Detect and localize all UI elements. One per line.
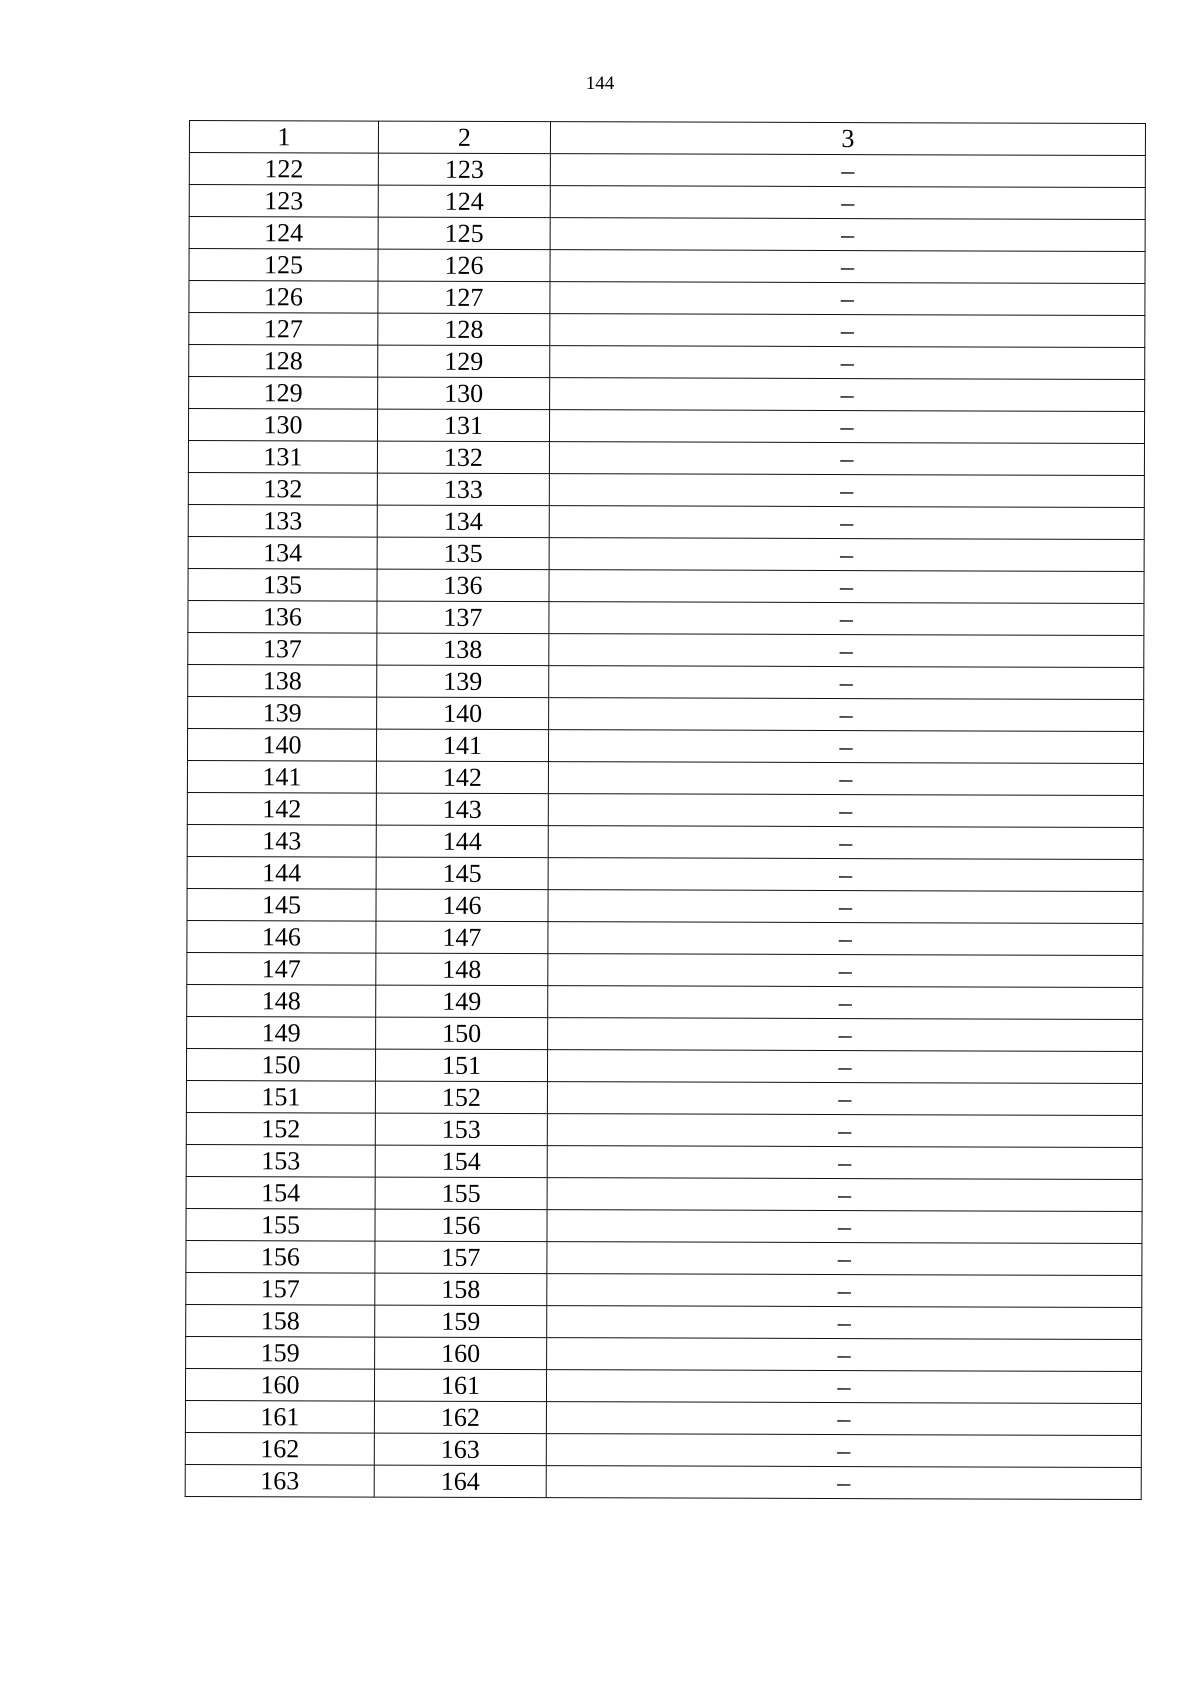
- table-row: [187, 888, 1143, 923]
- table-cell-col-1: 163: [185, 1464, 374, 1497]
- table-cell-col-2: 133: [377, 473, 549, 506]
- table-row: [189, 313, 1145, 348]
- table-cell-col-3: –: [547, 1274, 1142, 1308]
- table-cell-col-1: 157: [186, 1272, 375, 1305]
- table-cell-col-3: –: [549, 634, 1144, 668]
- table-row: [189, 281, 1145, 316]
- table-cell-col-3: –: [547, 1306, 1142, 1340]
- table-cell-col-1: 159: [186, 1336, 375, 1369]
- table-row: [188, 568, 1144, 603]
- table-cell-col-2: 160: [375, 1337, 547, 1370]
- table-cell-col-2: 157: [375, 1241, 547, 1274]
- table-cell-col-3: –: [548, 826, 1143, 860]
- table-row: [187, 792, 1143, 827]
- table-row: [188, 409, 1144, 444]
- table-row: [186, 1080, 1142, 1115]
- table-row: [189, 345, 1145, 380]
- table-row: [187, 760, 1143, 795]
- table-cell-col-3: –: [549, 506, 1144, 540]
- table-cell-col-3: –: [549, 442, 1144, 476]
- table-cell-col-3: –: [547, 1082, 1142, 1116]
- table-body: [185, 153, 1145, 1500]
- table-cell-col-1: 147: [187, 952, 376, 985]
- table-row: [186, 1304, 1142, 1339]
- table-row: [188, 504, 1144, 539]
- table-cell-col-1: 136: [188, 600, 377, 633]
- table-cell-col-1: 143: [187, 824, 376, 857]
- table-cell-col-1: 153: [186, 1144, 375, 1177]
- table-cell-col-1: 131: [188, 441, 377, 474]
- data-table: [185, 120, 1146, 1500]
- table-cell-col-3: –: [550, 154, 1145, 188]
- table-row: [186, 1208, 1142, 1243]
- table-cell-col-2: 161: [374, 1369, 546, 1402]
- table-cell-col-1: 125: [189, 249, 378, 282]
- table-row: [186, 1272, 1142, 1307]
- table-cell-col-2: 151: [375, 1049, 547, 1082]
- table-row: [188, 441, 1144, 476]
- table-cell-col-1: 134: [188, 536, 377, 569]
- table-cell-col-2: 140: [377, 697, 549, 730]
- table-row: [187, 1016, 1143, 1051]
- table-cell-col-3: –: [548, 986, 1143, 1020]
- table-cell-col-3: –: [548, 858, 1143, 892]
- table-cell-col-2: 149: [376, 985, 548, 1018]
- table-cell-col-2: 141: [376, 729, 548, 762]
- table-cell-col-3: –: [550, 218, 1145, 252]
- table-row: [189, 185, 1145, 220]
- column-header-1: 1: [189, 121, 378, 154]
- table-cell-col-3: –: [546, 1466, 1141, 1500]
- table-cell-col-1: 160: [185, 1368, 374, 1401]
- table-cell-col-1: 142: [187, 792, 376, 825]
- table-row: [188, 600, 1144, 635]
- table-cell-col-3: –: [549, 474, 1144, 508]
- table-row: [186, 1176, 1142, 1211]
- table-cell-col-2: 163: [374, 1433, 546, 1466]
- table-cell-col-3: –: [547, 1338, 1142, 1372]
- table-row: [187, 984, 1143, 1019]
- table-cell-col-1: 137: [188, 632, 377, 665]
- table-cell-col-1: 140: [187, 728, 376, 761]
- table-row: [188, 536, 1144, 571]
- table-cell-col-1: 156: [186, 1240, 375, 1273]
- table-cell-col-1: 135: [188, 568, 377, 601]
- table-cell-col-1: 124: [189, 217, 378, 250]
- table-row: [188, 472, 1144, 507]
- table-row: [185, 1464, 1141, 1499]
- table-cell-col-3: –: [548, 730, 1143, 764]
- table-cell-col-1: 148: [187, 984, 376, 1017]
- table-cell-col-1: 139: [188, 696, 377, 729]
- table-cell-col-2: 139: [377, 665, 549, 698]
- table-row: [189, 217, 1145, 252]
- table-cell-col-2: 124: [378, 185, 550, 218]
- table-row: [188, 696, 1144, 731]
- table-cell-col-2: 146: [376, 889, 548, 922]
- table-cell-col-3: –: [548, 890, 1143, 924]
- table-cell-col-1: 128: [189, 345, 378, 378]
- table-cell-col-2: 153: [375, 1113, 547, 1146]
- table-cell-col-2: 130: [378, 377, 550, 410]
- table-row: [185, 1368, 1141, 1403]
- page-number: 144: [585, 73, 615, 94]
- table-cell-col-3: –: [547, 1050, 1142, 1084]
- table-cell-col-3: –: [547, 1146, 1142, 1180]
- table-cell-col-2: 154: [375, 1145, 547, 1178]
- table-cell-col-3: –: [546, 1370, 1141, 1404]
- table-row: [186, 1112, 1142, 1147]
- table-cell-col-1: 155: [186, 1208, 375, 1241]
- table-cell-col-3: –: [548, 922, 1143, 956]
- table-cell-col-1: 161: [185, 1400, 374, 1433]
- table-cell-col-2: 126: [378, 249, 550, 282]
- table-cell-col-3: –: [550, 378, 1145, 412]
- table-cell-col-1: 133: [188, 504, 377, 537]
- table-cell-col-1: 150: [186, 1048, 375, 1081]
- table-cell-col-1: 123: [189, 185, 378, 218]
- table-cell-col-2: 164: [374, 1465, 546, 1498]
- column-header-2: 2: [378, 121, 550, 154]
- table-cell-col-2: 156: [375, 1209, 547, 1242]
- table-cell-col-1: 126: [189, 281, 378, 314]
- table-cell-col-3: –: [550, 250, 1145, 284]
- table-cell-col-2: 131: [377, 409, 549, 442]
- table-row: [188, 664, 1144, 699]
- table-cell-col-1: 158: [186, 1304, 375, 1337]
- table-row: [187, 728, 1143, 763]
- table-cell-col-3: –: [547, 1210, 1142, 1244]
- table-cell-col-2: 152: [375, 1081, 547, 1114]
- header-row: [189, 121, 1145, 156]
- table-cell-col-3: –: [549, 410, 1144, 444]
- table-cell-col-2: 158: [375, 1273, 547, 1306]
- table-row: [189, 249, 1145, 284]
- table-header: [189, 121, 1145, 156]
- table-cell-col-1: 141: [187, 760, 376, 793]
- table-row: [186, 1048, 1142, 1083]
- table-row: [186, 1336, 1142, 1371]
- table-cell-col-1: 152: [186, 1112, 375, 1145]
- table-cell-col-3: –: [548, 954, 1143, 988]
- table-cell-col-1: 149: [187, 1016, 376, 1049]
- table-row: [186, 1144, 1142, 1179]
- table-cell-col-2: 123: [378, 153, 550, 186]
- table-cell-col-3: –: [547, 1242, 1142, 1276]
- table-cell-col-2: 128: [378, 313, 550, 346]
- table-cell-col-2: 143: [376, 793, 548, 826]
- column-header-3: 3: [550, 122, 1145, 156]
- table-cell-col-2: 129: [378, 345, 550, 378]
- table-cell-col-3: –: [550, 346, 1145, 380]
- table-cell-col-1: 122: [189, 153, 378, 186]
- table-row: [188, 632, 1144, 667]
- table-cell-col-3: –: [549, 570, 1144, 604]
- table-row: [187, 952, 1143, 987]
- table-cell-col-3: –: [548, 762, 1143, 796]
- table-cell-col-1: 146: [187, 920, 376, 953]
- table-cell-col-1: 127: [189, 313, 378, 346]
- table-cell-col-3: –: [547, 1114, 1142, 1148]
- table-row: [189, 153, 1145, 188]
- table-cell-col-3: –: [550, 314, 1145, 348]
- table-cell-col-2: 148: [376, 953, 548, 986]
- table-row: [186, 1240, 1142, 1275]
- table-cell-col-3: –: [549, 698, 1144, 732]
- table-cell-col-1: 138: [188, 664, 377, 697]
- table-row: [187, 824, 1143, 859]
- table-cell-col-2: 136: [377, 569, 549, 602]
- table-row: [185, 1400, 1141, 1435]
- table-cell-col-2: 135: [377, 537, 549, 570]
- table-cell-col-3: –: [547, 1178, 1142, 1212]
- table-cell-col-2: 162: [374, 1401, 546, 1434]
- table-cell-col-2: 138: [377, 633, 549, 666]
- table-cell-col-2: 150: [376, 1017, 548, 1050]
- table-cell-col-1: 154: [186, 1176, 375, 1209]
- table-row: [187, 856, 1143, 891]
- table-cell-col-3: –: [549, 538, 1144, 572]
- table-cell-col-3: –: [550, 282, 1145, 316]
- table-cell-col-1: 130: [188, 409, 377, 442]
- table-row: [187, 920, 1143, 955]
- table-cell-col-2: 132: [377, 441, 549, 474]
- table-cell-col-1: 162: [185, 1432, 374, 1465]
- table-cell-col-1: 145: [187, 888, 376, 921]
- table-cell-col-2: 144: [376, 825, 548, 858]
- table-cell-col-2: 155: [375, 1177, 547, 1210]
- table-cell-col-2: 134: [377, 505, 549, 538]
- table-cell-col-2: 142: [376, 761, 548, 794]
- table-cell-col-2: 125: [378, 217, 550, 250]
- table-cell-col-2: 147: [376, 921, 548, 954]
- table-cell-col-2: 145: [376, 857, 548, 890]
- table-cell-col-2: 127: [378, 281, 550, 314]
- table-cell-col-1: 151: [186, 1080, 375, 1113]
- table-cell-col-3: –: [546, 1434, 1141, 1468]
- table-cell-col-3: –: [546, 1402, 1141, 1436]
- table-cell-col-3: –: [550, 186, 1145, 220]
- table-cell-col-1: 144: [187, 856, 376, 889]
- table-cell-col-3: –: [548, 794, 1143, 828]
- table-cell-col-2: 137: [377, 601, 549, 634]
- table-cell-col-3: –: [548, 1018, 1143, 1052]
- table-row: [185, 1432, 1141, 1467]
- table-cell-col-2: 159: [375, 1305, 547, 1338]
- table-cell-col-3: –: [549, 602, 1144, 636]
- table-cell-col-1: 129: [189, 377, 378, 410]
- table-cell-col-3: –: [549, 666, 1144, 700]
- table-cell-col-1: 132: [188, 472, 377, 505]
- table-row: [189, 377, 1145, 412]
